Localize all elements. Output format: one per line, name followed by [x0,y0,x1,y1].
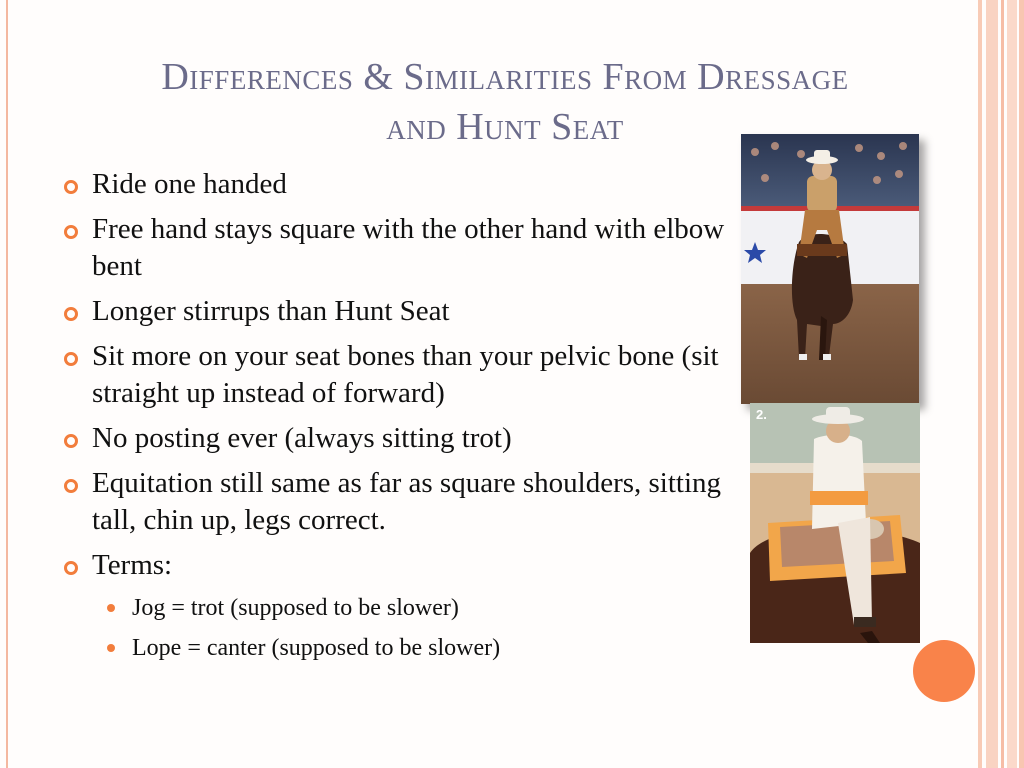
bullet-ring-icon [64,479,78,493]
right-decor-stripe [986,0,998,768]
bullet-ring-icon [64,180,78,194]
bullet-list [62,166,742,670]
bullet-dot-icon [107,644,115,652]
photo-label: 2. [756,407,767,422]
bullet-ring-icon [64,225,78,239]
bullet-ring-icon [64,434,78,448]
bullet-item: Terms: [62,547,742,584]
bullet-dot-icon [107,604,115,612]
right-decor-stripe [978,0,982,768]
decorative-orange-circle [913,640,975,702]
bullet-ring-icon [64,352,78,366]
bullet-item: Sit more on your seat bones than your pelvic bone (sit straight up instead of forward) [62,338,742,412]
bullet-item: Free hand stays square with the other hand with elbow bent [62,211,742,285]
bullet-ring-icon [64,561,78,575]
sub-bullet-item: Jog = trot (supposed to be slower) [102,590,742,626]
sub-bullet-list [62,590,742,666]
bullet-item: No posting ever (always sitting trot) [62,420,742,457]
bullet-item: Longer stirrups than Hunt Seat [62,293,742,330]
right-decor-stripe [1007,0,1017,768]
sub-bullet-item: Lope = canter (supposed to be slower) [102,630,742,666]
right-decor-stripe [1019,0,1024,768]
left-border-stripe [6,0,8,768]
title-line-2: and Hunt Seat [386,106,624,148]
title-line-1: Differences & Similarities From Dressage [161,56,849,98]
bullet-item: Equitation still same as far as square shoulders, sitting tall, chin up, legs correct. [62,465,742,539]
bullet-item: Ride one handed [62,166,742,203]
western-rider-arena-photo [741,134,919,404]
rider-saddle-photo [750,403,920,643]
bullet-ring-icon [64,307,78,321]
right-decor-stripe [1001,0,1004,768]
